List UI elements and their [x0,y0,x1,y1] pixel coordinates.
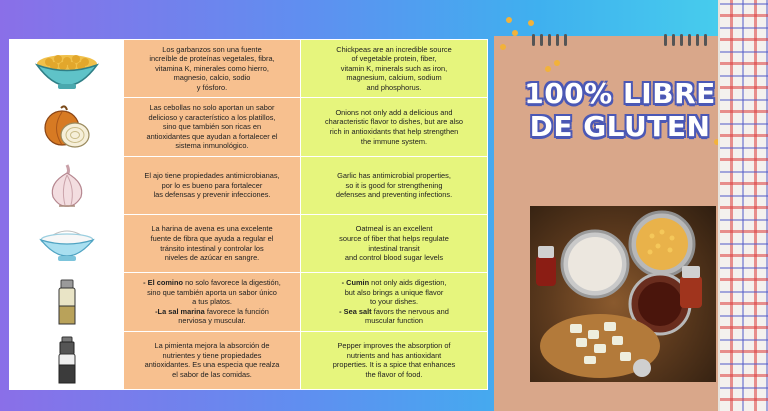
row-5-english-text [339,278,449,326]
row-6-english-text: Pepper improves the absorption of nutrients and has antioxidant properties. It is a spice that enhances the flavor of food. [332,341,456,379]
row-2-english [301,98,488,156]
cumin-en-label: - Cumin [341,277,370,287]
chickpea-bowl-icon [31,46,103,92]
row-4-english-text: Oatmeal is an excellent source of fiber that helps regulate intestinal transit and control blood sugar levels [339,224,449,263]
row-4-image [10,215,124,273]
garlic-icon [45,161,89,209]
notebook-ring [696,34,699,46]
notebook-ring [556,34,559,46]
row-2-image [10,98,124,156]
ingredients-photo-drawing [530,206,716,382]
row-3-english-text: Garlic has antimicrobial properties, so it is good for strengthening defenses and preventing infections. [335,170,453,200]
row-5-image [10,273,124,331]
onion-icon [37,102,97,152]
notebook-ring [704,34,707,46]
notebook-ring [548,34,551,46]
row-1-spanish-text: Los garbanzos son una fuente increíble de proteínas vegetales, fibra, vitamina K, minerales como hierro, magnesio, calcio, sodio y fósforo. [149,44,275,93]
notebook-ring [540,34,543,46]
notebook-ring [532,34,535,46]
gluten-free-heading: 100% LIBRE DE GLUTEN [524,77,716,143]
corn-kernel [506,17,512,23]
corn-kernel [554,60,560,66]
row-5-english [301,273,488,331]
row-4-english [301,215,488,273]
row-1-english-text: Chickpeas are an incredible source of vegetable protein, fiber, vitamin K, minerals such as iron, magnesium, calcium, sodium and phosphorus. [336,44,452,93]
row-3-english [301,157,488,215]
row-6-english [301,332,488,390]
row-2-spanish-text: Las cebollas no solo aportan un sabor delicioso y característico a los platillos, sino que también son ricas en antioxidantes que ayudan a fortalecer el sistema inmunológico. [146,102,278,151]
cumin-en-text: not only aids digestion, but also brings a unique flavor to your dishes. [344,277,447,307]
sea-salt-en-text: favors the nervous and muscular function [365,306,449,326]
row-4-spanish-text: La harina de avena es una excelente fuente de fibra que ayuda a regular el tránsito intestinal y controlar los niveles de azúcar en sangre. [150,224,274,263]
row-5-spanish [124,273,301,331]
corn-kernel [528,20,534,26]
pepper-grinder-icon [56,335,78,385]
row-6-spanish [124,332,301,390]
sea-salt-es-text: favorece la función nerviosa y muscular. [178,306,269,326]
row-1-spanish [124,40,301,98]
flour-bowl-icon [34,222,100,266]
cumin-es-label: - El comino [143,277,184,287]
row-3-spanish-text: El ajo tiene propiedades antimicrobianas, por lo es bueno para fortalecer las defensas y prevenir infecciones. [144,170,280,200]
cumin-es-text: no solo favorece la digestión, sino que también aporta un sabor único a tus platos. [147,277,281,307]
row-6-image [10,332,124,390]
corn-kernel [545,66,551,72]
row-6-spanish-text: La pimienta mejora la absorción de nutrientes y tiene propiedades antioxidantes. Es una especia que realza el sabor de las comidas. [144,341,280,379]
corn-kernel [512,30,518,36]
row-3-spanish [124,157,301,215]
checkered-cloth [718,0,768,411]
row-2-english-text: Onions not only add a delicious and characteristic flavor to dishes, but are also rich in antioxidants that help strengthen the immune system. [324,107,464,146]
notebook-ring [564,34,567,46]
ingredients-table [9,39,488,390]
row-5-spanish-text [143,278,281,326]
notebook-ring [672,34,675,46]
row-1-image [10,40,124,98]
notebook-ring [680,34,683,46]
notebook-ring [688,34,691,46]
sea-salt-en-label: - Sea salt [339,306,372,316]
row-3-image [10,157,124,215]
row-2-spanish [124,98,301,156]
ingredients-photo [530,206,716,382]
spice-shaker-icon [56,278,78,326]
notebook-ring [664,34,667,46]
row-4-spanish [124,215,301,273]
row-1-english [301,40,488,98]
corn-kernel [500,44,506,50]
sea-salt-es-label: -La sal marina [155,306,205,316]
